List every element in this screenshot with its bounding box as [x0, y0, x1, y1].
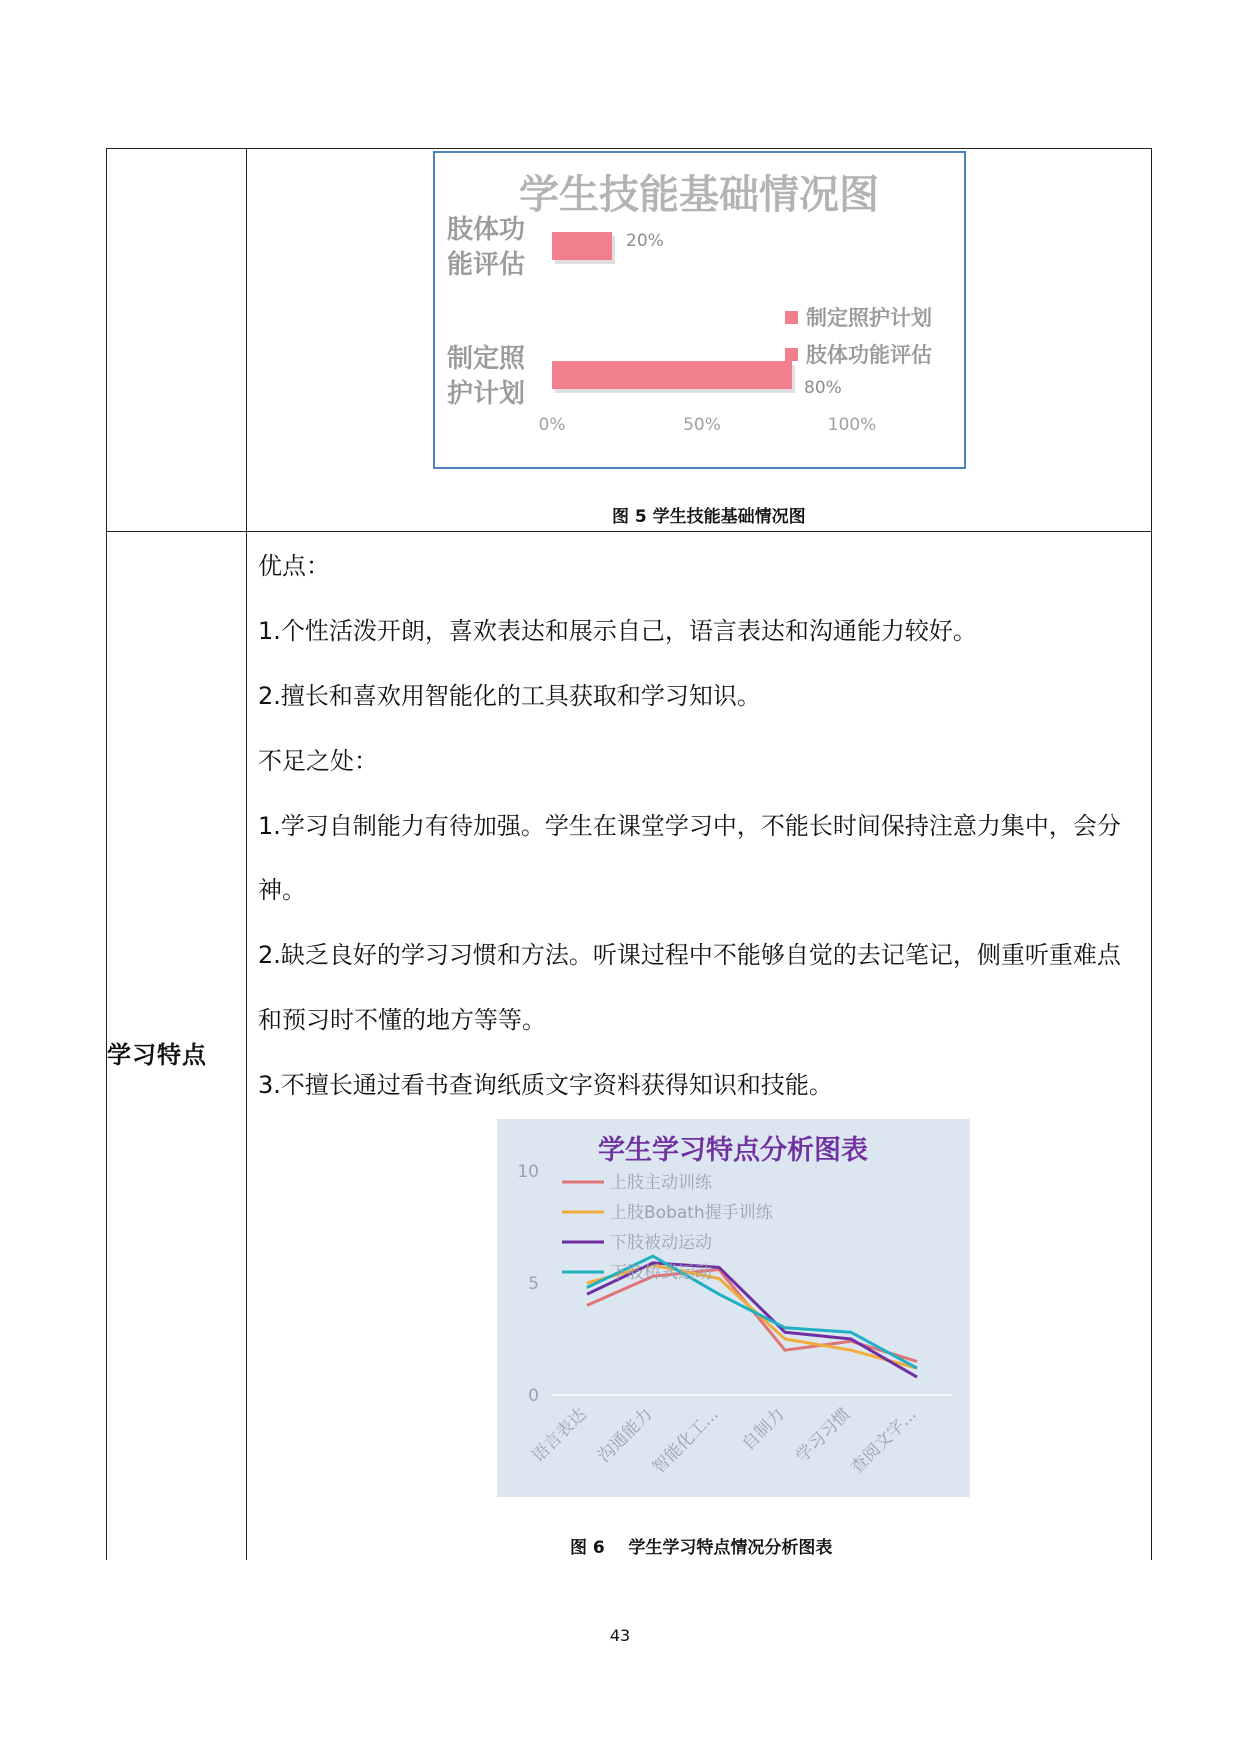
paragraph-weakness-3: 3.不擅长通过看书查询纸质文字资料获得知识和技能。: [258, 1071, 833, 1099]
table-right-border: [1151, 148, 1152, 1560]
chart2-x-tick-label: 沟通能力: [594, 1404, 657, 1467]
chart2-x-tick-label: 语言表达: [528, 1404, 591, 1467]
chart1-legend-label: 制定照护计划: [806, 306, 932, 330]
paragraph-weakness-2: 2.缺乏良好的学习习惯和方法。听课过程中不能够自觉的去记笔记，侧重听重难点: [258, 941, 1121, 969]
table-row-divider: [106, 531, 1152, 532]
paragraph-weakness-1: 1.学习自制能力有待加强。学生在课堂学习中，不能长时间保持注意力集中，会分: [258, 812, 1121, 840]
chart2-legend-label: 下肢被动运动: [610, 1233, 712, 1253]
row-label-learning-features: 学习特点: [107, 1041, 207, 1069]
chart1-legend-label: 肢体功能评估: [806, 343, 932, 367]
chart2-y-tick-label: 10: [517, 1162, 539, 1182]
chart1-data-label: 20%: [626, 231, 664, 251]
chart2-y-tick-label: 5: [528, 1274, 539, 1294]
chart2-x-tick-label: 智能化工...: [648, 1404, 723, 1479]
chart2-legend-label: 下肢桥式运动: [610, 1263, 712, 1283]
chart2-x-tick-label: 查阅文字...: [846, 1404, 921, 1479]
chart2-x-tick-label: 自制力: [738, 1404, 789, 1455]
paragraph-strength-2: 2.擅长和喜欢用智能化的工具获取和学习知识。: [258, 682, 761, 710]
learning-features-line-chart-svg: [497, 1119, 970, 1497]
chart1-data-label: 80%: [804, 378, 842, 398]
chart2-y-tick-label: 0: [528, 1386, 539, 1406]
skills-bar-chart: [433, 151, 966, 469]
chart1-title: 学生技能基础情况图: [519, 172, 879, 218]
chart1-x-tick-label: 50%: [683, 415, 721, 435]
table-column-divider: [246, 148, 247, 1560]
table-left-border: [106, 148, 107, 1560]
learning-features-line-chart: [497, 1119, 970, 1497]
chart1-legend-swatch: [785, 311, 798, 324]
chart2-legend-label: 上肢主动训练: [610, 1173, 712, 1193]
figure-5-caption: 图 5 学生技能基础情况图: [612, 507, 806, 527]
chart1-x-tick-label: 0%: [538, 415, 566, 435]
chart1-category-label: 制定照: [447, 344, 526, 374]
chart2-title: 学生学习特点分析图表: [598, 1135, 868, 1166]
chart1-bar: [552, 232, 612, 260]
table-top-border: [106, 148, 1152, 149]
chart2-x-tick-label: 学习习惯: [792, 1404, 855, 1467]
page-number: 43: [609, 1626, 631, 1645]
figure-6-caption: 图 6 学生学习特点情况分析图表: [570, 1538, 833, 1558]
chart1-x-tick-label: 100%: [827, 415, 877, 435]
chart1-category-label: 能评估: [447, 250, 526, 280]
chart1-category-label: 肢体功: [447, 215, 526, 245]
paragraph-weakness-1-cont: 神。: [258, 876, 306, 904]
paragraph-strength-1: 1.个性活泼开朗，喜欢表达和展示自己，语言表达和沟通能力较好。: [258, 617, 977, 645]
paragraph-strengths-heading: 优点：: [258, 552, 330, 580]
paragraph-weakness-2-cont: 和预习时不懂的地方等等。: [258, 1006, 546, 1034]
chart1-legend-swatch: [785, 348, 798, 361]
paragraph-weaknesses-heading: 不足之处：: [258, 747, 378, 775]
chart1-category-label: 护计划: [447, 379, 526, 409]
chart1-bar: [552, 361, 792, 389]
chart2-legend-label: 上肢Bobath握手训练: [610, 1203, 773, 1223]
skills-bar-chart-svg: [435, 153, 964, 467]
